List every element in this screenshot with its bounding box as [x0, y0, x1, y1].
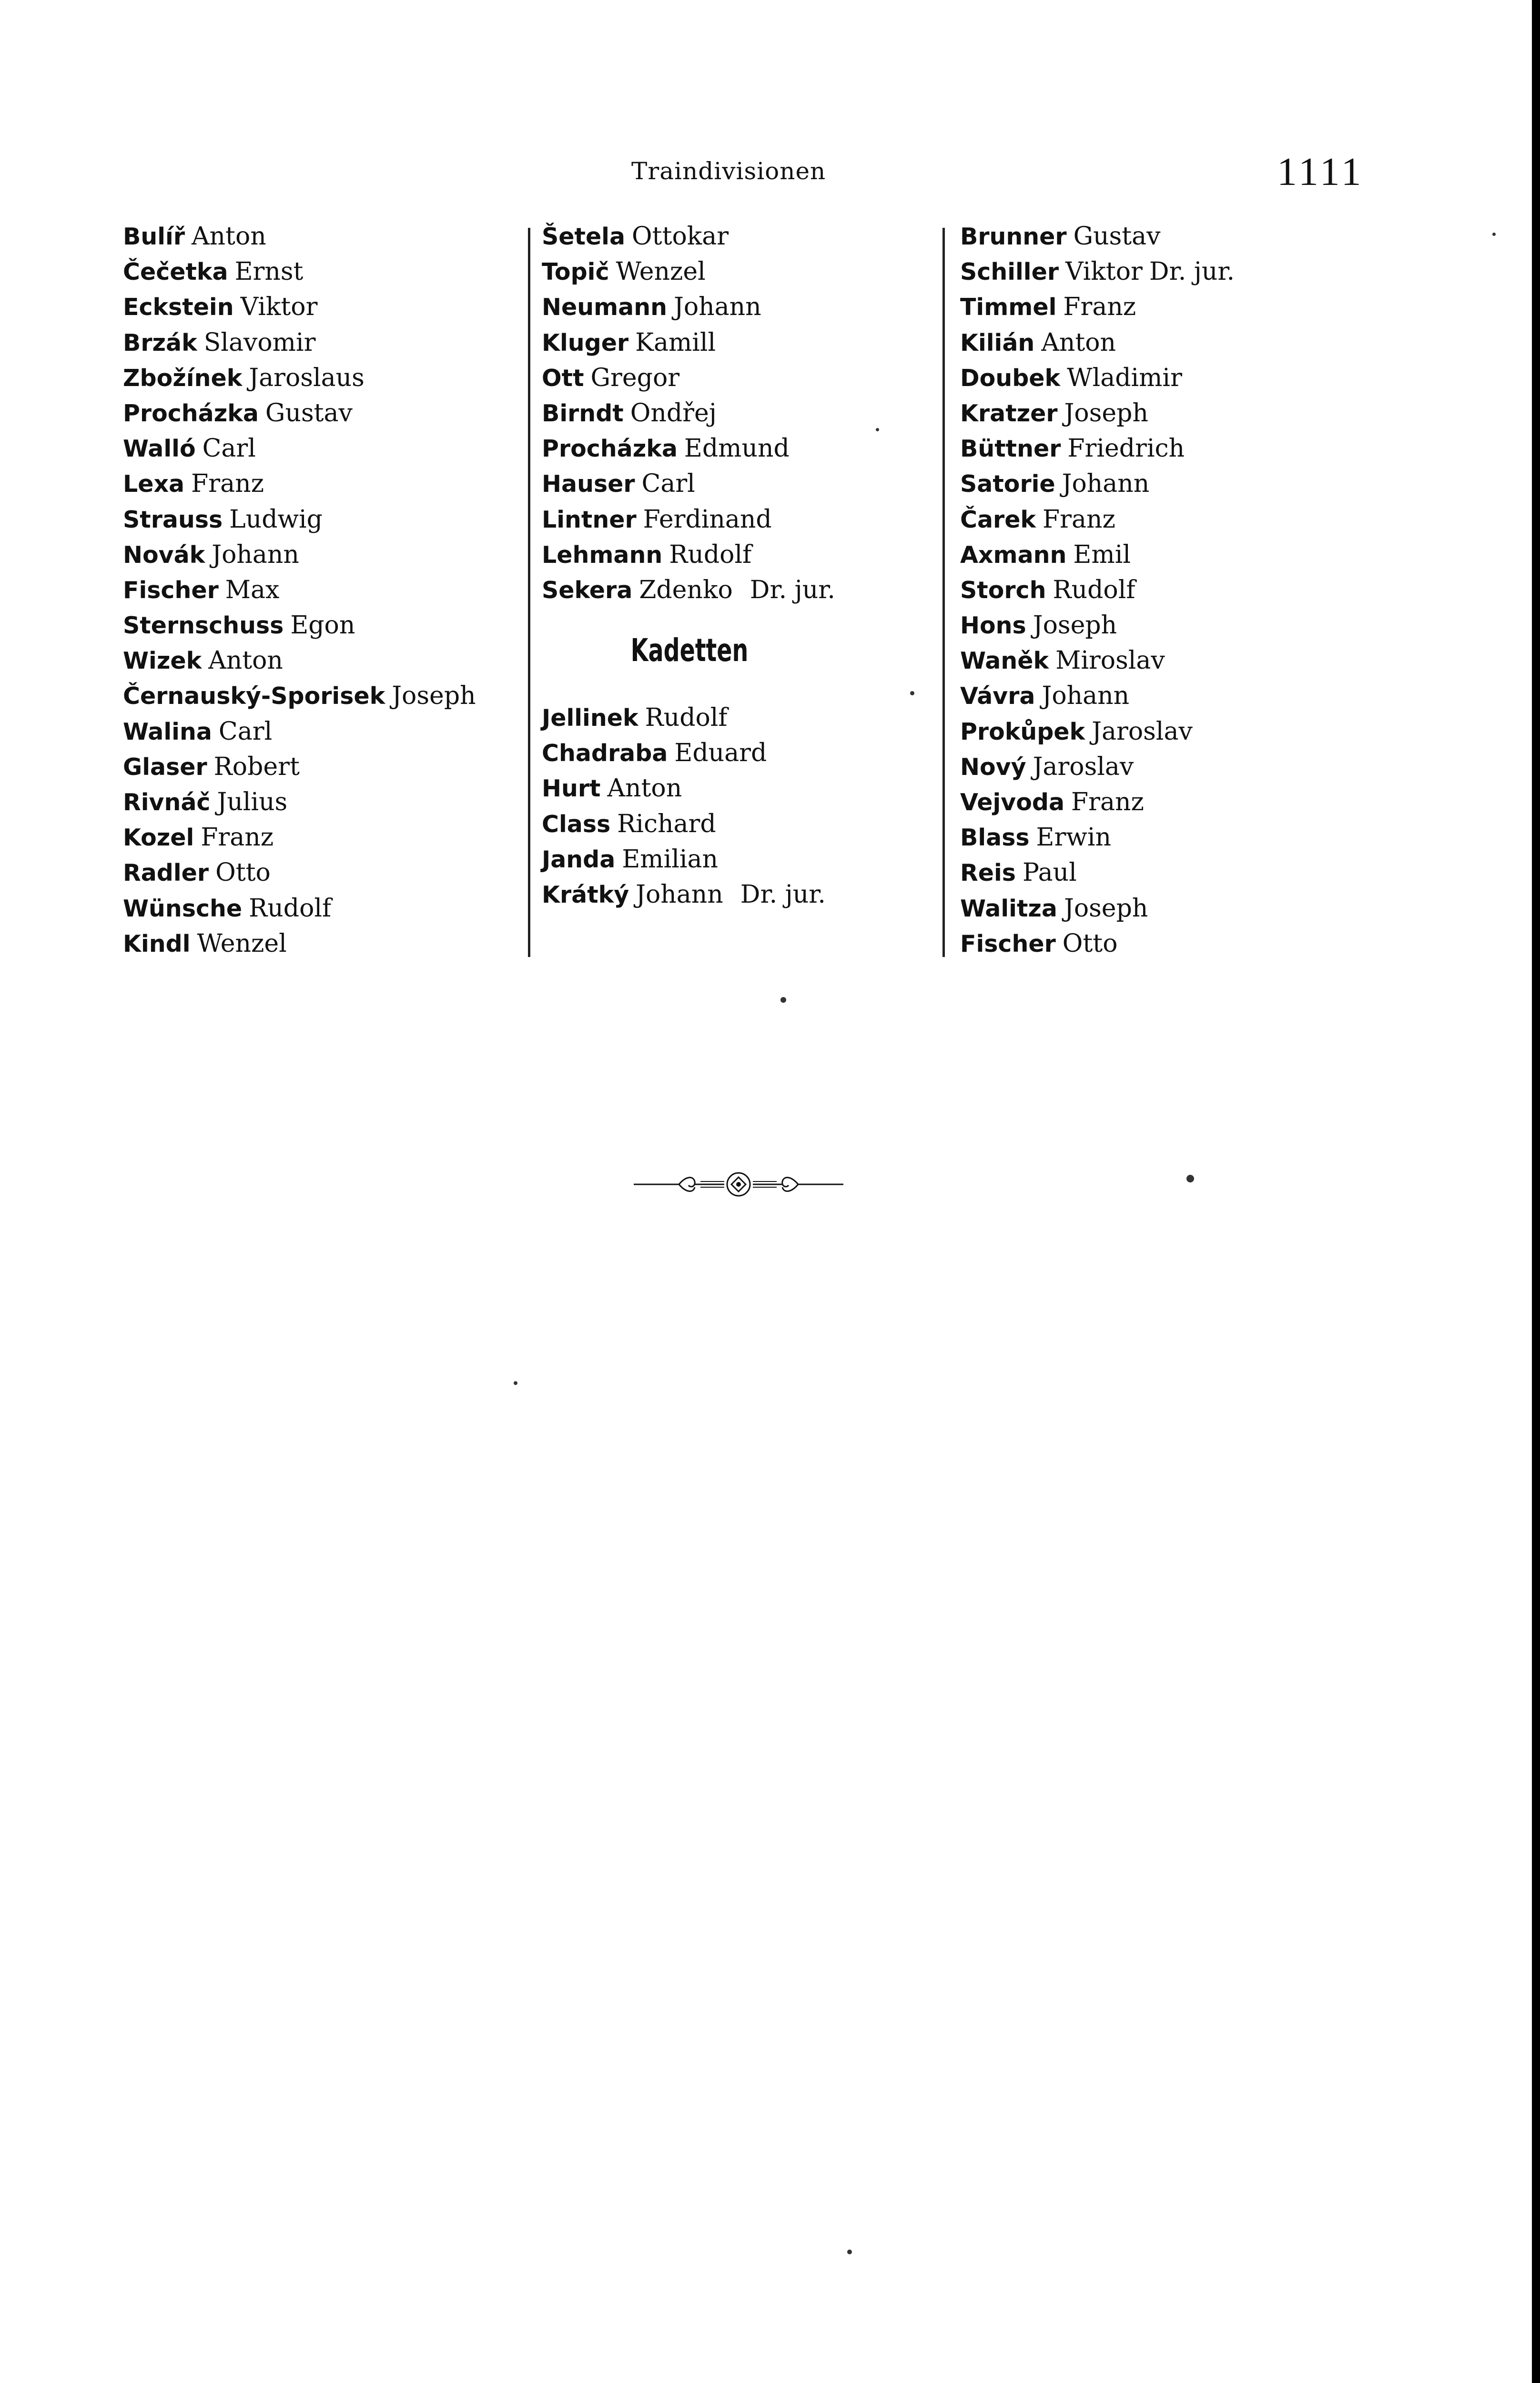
- surname: Hurt: [542, 775, 601, 803]
- scan-speck: [847, 2250, 852, 2254]
- given-name: Johann: [1062, 469, 1150, 499]
- given-name: Otto: [215, 858, 271, 887]
- surname: Neumann: [542, 294, 668, 321]
- surname: Čarek: [960, 506, 1036, 533]
- surname: Jellinek: [542, 704, 638, 732]
- degree-suffix: Dr. jur.: [750, 575, 835, 604]
- surname: Vejvoda: [960, 789, 1065, 816]
- surname: Eckstein: [123, 294, 234, 321]
- given-name: Anton: [607, 774, 682, 803]
- list-item: [123, 572, 476, 607]
- given-name: Joseph: [392, 682, 476, 711]
- surname: Krátký: [542, 881, 629, 908]
- list-item: [960, 678, 1235, 713]
- scan-speck: [910, 691, 914, 695]
- list-item: [960, 572, 1235, 607]
- given-name: Ottokar: [632, 222, 729, 251]
- surname: Wünsche: [123, 895, 243, 922]
- given-name: Wladimir: [1067, 363, 1182, 392]
- surname: Schiller: [960, 258, 1059, 286]
- list-item: [123, 289, 476, 324]
- list-item: [960, 890, 1235, 926]
- list-item: [123, 430, 476, 466]
- surname: Kozel: [123, 824, 194, 852]
- surname: Kluger: [542, 329, 629, 356]
- decorative-divider-ornament-icon: [634, 1170, 843, 1199]
- given-name: Egon: [290, 611, 355, 640]
- list-item: [542, 466, 835, 501]
- surname: Sternschuss: [123, 612, 284, 640]
- given-name: Wenzel: [197, 929, 287, 958]
- surname: Strauss: [123, 506, 223, 533]
- given-name: Carl: [202, 434, 256, 463]
- degree-suffix: Dr. jur.: [740, 880, 826, 909]
- given-name: Slavomir: [203, 328, 316, 357]
- scan-speck: [514, 1381, 517, 1385]
- given-name: Eduard: [674, 739, 767, 768]
- list-item: [542, 537, 835, 572]
- list-item: [960, 360, 1235, 395]
- given-name: Gustav: [1073, 222, 1161, 251]
- surname: Procházka: [542, 435, 678, 463]
- surname: Walina: [123, 718, 212, 745]
- given-name: Viktor: [240, 293, 318, 322]
- surname: Lintner: [542, 506, 637, 533]
- surname: Kindl: [123, 930, 191, 957]
- given-name: Rudolf: [645, 703, 728, 733]
- surname: Satorie: [960, 470, 1055, 498]
- list-item: [123, 325, 476, 360]
- surname: Černauský-Sporisek: [123, 682, 385, 710]
- surname: Sekera: [542, 576, 633, 604]
- list-item: [123, 749, 476, 784]
- name-column-2: [542, 218, 835, 912]
- given-name: Carl: [218, 717, 273, 746]
- list-item: [960, 395, 1235, 430]
- list-item: [542, 735, 835, 770]
- list-item: [960, 325, 1235, 360]
- surname: Brunner: [960, 223, 1067, 250]
- surname: Lehmann: [542, 541, 663, 569]
- surname: Prokůpek: [960, 718, 1085, 745]
- running-header-title: Traindivisionen: [631, 157, 826, 185]
- surname: Fischer: [123, 576, 219, 604]
- surname: Vávra: [960, 682, 1035, 710]
- list-item: [123, 642, 476, 678]
- list-item: [123, 395, 476, 430]
- scan-speck: [1186, 1175, 1194, 1182]
- list-item: [542, 218, 835, 254]
- scan-speck: [780, 997, 786, 1003]
- given-name: Viktor: [1065, 257, 1143, 286]
- list-item: [542, 876, 835, 912]
- given-name: Jaroslav: [1033, 752, 1134, 781]
- surname: Kratzer: [960, 399, 1058, 427]
- list-item: [960, 501, 1235, 537]
- given-name: Johann: [1042, 682, 1130, 711]
- section-heading-kadetten: Kadetten: [630, 632, 749, 669]
- list-item: [542, 501, 835, 537]
- given-name: Otto: [1062, 929, 1118, 958]
- surname: Nový: [960, 753, 1026, 781]
- surname: Waněk: [960, 647, 1049, 675]
- given-name: Franz: [191, 469, 264, 499]
- given-name: Johann: [636, 880, 723, 909]
- list-item: [960, 784, 1235, 819]
- given-name: Wenzel: [616, 257, 706, 286]
- given-name: Julius: [217, 788, 288, 816]
- given-name: Gregor: [590, 363, 680, 392]
- list-item: [123, 713, 476, 749]
- list-item: [123, 855, 476, 890]
- surname: Timmel: [960, 294, 1057, 321]
- surname: Procházka: [123, 399, 259, 427]
- list-item: [123, 926, 476, 961]
- list-item: [123, 360, 476, 395]
- list-item: [542, 254, 835, 289]
- surname: Novák: [123, 541, 205, 569]
- surname: Čečetka: [123, 258, 228, 286]
- given-name: Franz: [201, 823, 274, 852]
- given-name: Paul: [1022, 858, 1077, 887]
- surname: Wizek: [123, 647, 202, 675]
- scan-speck: [1492, 233, 1496, 236]
- list-item: [123, 466, 476, 501]
- list-item: [123, 678, 476, 713]
- list-item: [960, 466, 1235, 501]
- list-item: [960, 537, 1235, 572]
- list-item: [123, 254, 476, 289]
- surname: Rivnáč: [123, 789, 211, 816]
- list-item: [542, 395, 835, 430]
- surname: Kilián: [960, 329, 1035, 356]
- given-name: Emilian: [622, 845, 718, 874]
- given-name: Rudolf: [249, 894, 332, 923]
- given-name: Anton: [1041, 328, 1116, 357]
- given-name: Joseph: [1033, 611, 1117, 640]
- list-item: [542, 770, 835, 805]
- given-name: Friedrich: [1067, 434, 1185, 463]
- given-name: Franz: [1043, 505, 1115, 534]
- surname: Lexa: [123, 470, 185, 498]
- column-divider-1: [528, 228, 530, 957]
- list-item: [123, 607, 476, 642]
- surname: Zbožínek: [123, 364, 243, 392]
- list-item: [960, 713, 1235, 749]
- list-item: [123, 501, 476, 537]
- given-name: Max: [225, 575, 280, 604]
- list-item: [123, 819, 476, 855]
- list-item: [960, 607, 1235, 642]
- given-name: Zdenko: [639, 575, 733, 604]
- given-name: Rudolf: [669, 540, 752, 569]
- given-name: Miroslav: [1055, 646, 1165, 675]
- surname: Brzák: [123, 329, 197, 356]
- list-item: [960, 218, 1235, 254]
- given-name: Robert: [213, 752, 300, 781]
- given-name: Carl: [641, 469, 695, 499]
- surname: Ott: [542, 364, 584, 392]
- surname: Janda: [542, 845, 616, 873]
- surname: Class: [542, 810, 611, 838]
- given-name: Franz: [1063, 293, 1136, 322]
- given-name: Ludwig: [229, 505, 323, 534]
- given-name: Franz: [1071, 788, 1144, 816]
- given-name: Jaroslaus: [249, 363, 365, 392]
- page-number: 1111: [1277, 150, 1364, 194]
- given-name: Rudolf: [1053, 575, 1135, 604]
- surname: Hauser: [542, 470, 635, 498]
- list-item: [960, 749, 1235, 784]
- given-name: Kamill: [635, 328, 716, 357]
- given-name: Ondřej: [630, 398, 717, 428]
- given-name: Ferdinand: [643, 505, 772, 534]
- list-item: [960, 289, 1235, 324]
- list-item: [960, 926, 1235, 961]
- list-item: [960, 819, 1235, 855]
- given-name: Erwin: [1036, 823, 1111, 852]
- surname: Šetela: [542, 223, 626, 250]
- given-name: Johann: [212, 540, 299, 569]
- given-name: Richard: [617, 809, 716, 838]
- list-item: [542, 572, 835, 607]
- list-item: [542, 360, 835, 395]
- scan-speck: [876, 428, 879, 431]
- surname: Walló: [123, 435, 196, 463]
- list-item: [960, 430, 1235, 466]
- surname: Topič: [542, 258, 609, 286]
- list-item: [542, 289, 835, 324]
- scan-edge-right: [1532, 0, 1540, 2383]
- given-name: Joseph: [1064, 398, 1148, 428]
- surname: Birndt: [542, 399, 624, 427]
- given-name: Joseph: [1064, 894, 1148, 923]
- surname: Büttner: [960, 435, 1061, 463]
- list-item: [542, 841, 835, 876]
- surname: Chadraba: [542, 740, 668, 767]
- list-item: [960, 855, 1235, 890]
- given-name: Anton: [208, 646, 283, 675]
- surname: Glaser: [123, 753, 207, 781]
- given-name: Johann: [674, 293, 761, 322]
- list-item: [542, 806, 835, 841]
- list-item: [123, 784, 476, 819]
- given-name: Emil: [1073, 540, 1131, 569]
- list-item: [123, 218, 476, 254]
- column-divider-2: [942, 228, 945, 957]
- list-item: [123, 890, 476, 926]
- surname: Radler: [123, 859, 209, 887]
- given-name: Edmund: [684, 434, 790, 463]
- list-item: [542, 325, 835, 360]
- degree-suffix: Dr. jur.: [1149, 257, 1235, 286]
- surname: Doubek: [960, 364, 1061, 392]
- name-column-3: [960, 218, 1235, 961]
- given-name: Gustav: [265, 398, 353, 428]
- surname: Storch: [960, 576, 1046, 604]
- surname: Axmann: [960, 541, 1067, 569]
- given-name: Ernst: [234, 257, 304, 286]
- list-item: [960, 254, 1235, 289]
- surname: Bulíř: [123, 223, 185, 250]
- surname: Fischer: [960, 930, 1056, 957]
- list-item: [542, 430, 835, 466]
- surname: Reis: [960, 859, 1016, 887]
- list-item: [542, 700, 835, 735]
- list-item: [960, 642, 1235, 678]
- name-column-1: [123, 218, 476, 961]
- surname: Hons: [960, 612, 1026, 640]
- given-name: Jaroslav: [1092, 717, 1193, 746]
- surname: Blass: [960, 824, 1030, 852]
- surname: Walitza: [960, 895, 1057, 922]
- given-name: Anton: [192, 222, 266, 251]
- list-item: [123, 537, 476, 572]
